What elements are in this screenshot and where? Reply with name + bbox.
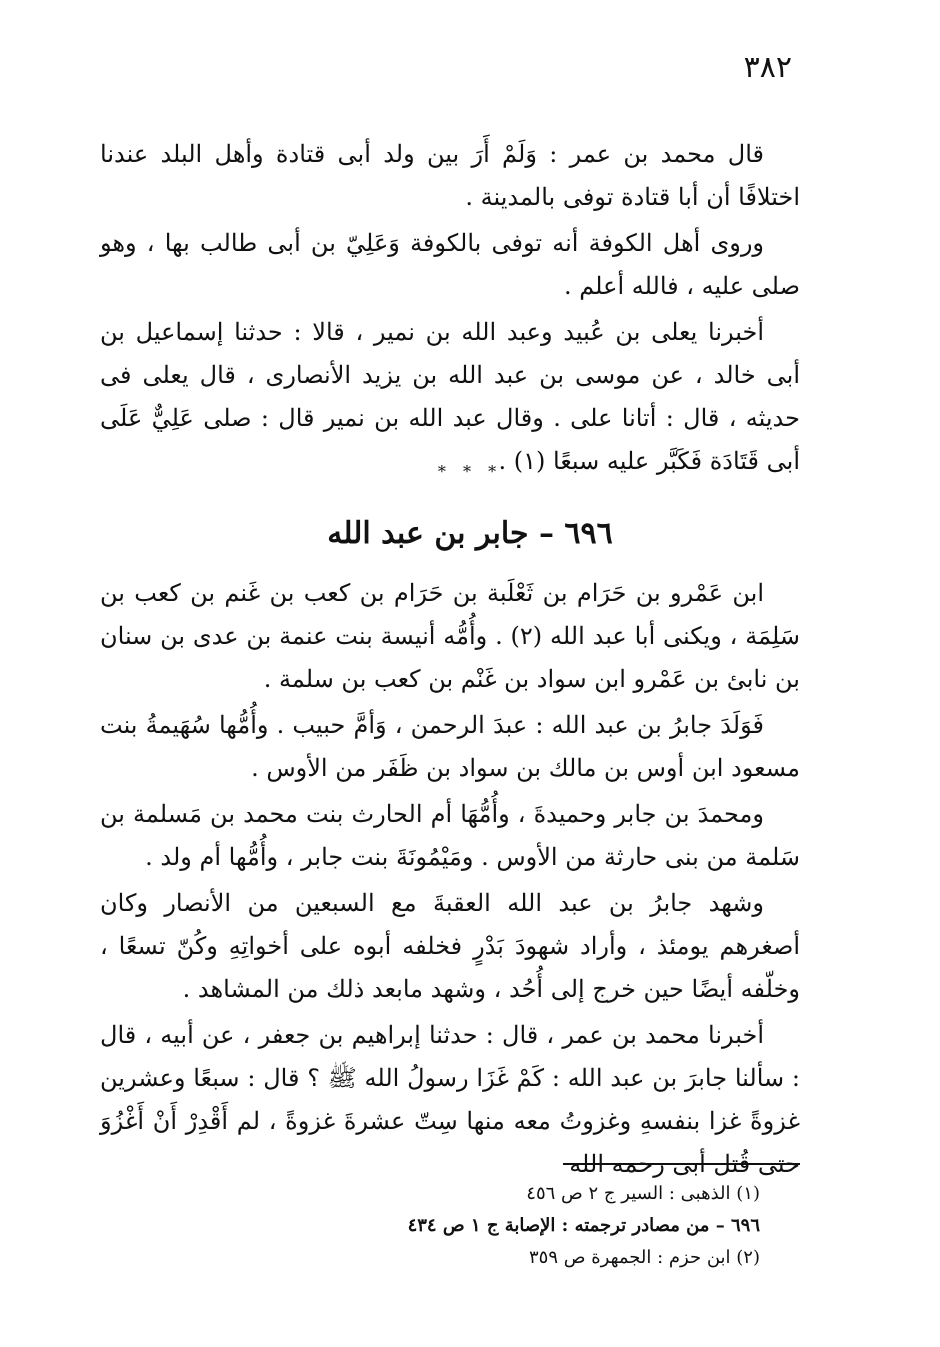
section-heading: ٦٩٦ – جابر بن عبد الله: [327, 516, 613, 551]
text-block-top: [100, 133, 800, 486]
paragraph: أخبرنا محمد بن عمر ، قال : حدثنا إبراهيم بن جعفر ، عن أبيه ، قال : سألنا جابرَ بن عبد الله : كَمْ غَزَا رسولُ الله ﷺ ؟ قال : سبعًا وعشرين غزوةً غزا بنفسهِ وغزوتُ معه منها سِتّ عشرةَ غزوةً ، لم أَقْدِرْ أَنْ أَغْزُوَ حتى قُتل أبى رحمه الله: [100, 1021, 800, 1178]
footnote: (٢) ابن حزم : الجمهرة ص ٣٥٩: [529, 1247, 760, 1268]
page-number: ٣٨٢: [743, 50, 792, 85]
paragraph: ومحمدَ بن جابر وحميدةَ ، وأُمُّهَا أم الحارث بنت محمد بن مَسلمة بن سَلمة من بنى حارثة من الأوس . ومَيْمُونَةَ بنت جابر ، وأُمُّها أم ولد .: [100, 800, 800, 871]
text-block-main: [100, 572, 800, 1189]
paragraph: قال محمد بن عمر : وَلَمْ أَرَ بين ولد أبى قتادة وأهل البلد عندنا اختلافًا أن أبا قتادة توفى بالمدينة .: [100, 140, 800, 211]
footnotes: [200, 1178, 760, 1274]
paragraph: فَوَلَدَ جابرُ بن عبد الله : عبدَ الرحمن ، وَأمَّ حبيب . وأُمُّها سُهَيمةُ بنت مسعود ابن أوس بن مالك بن سواد بن ظَفَر من الأوس .: [100, 711, 800, 782]
paragraph: وروى أهل الكوفة أنه توفى بالكوفة وَعَلِيّ بن أبى طالب بها ، وهو صلى عليه ، فالله أعلم .: [100, 229, 800, 300]
footnote: (١) الذهبى : السير ج ٢ ص ٤٥٦: [526, 1183, 760, 1204]
footnote-sources: ٦٩٦ – من مصادر ترجمته : الإصابة ج ١ ص ٤٣٤: [407, 1215, 760, 1236]
paragraph: وشهد جابرُ بن عبد الله العقبةَ مع السبعين من الأنصار وكان أصغرهم يومئذ ، وأراد شهودَ بَدْرٍ فخلفه أبوه على أخواتِهِ وكُنّ تسعًا ، وخلّفه أيضًا حين خرج إلى أُحُد ، وشهد مابعد ذلك من المشاهد .: [100, 889, 800, 1003]
section-separator: * * *: [437, 462, 503, 481]
paragraph: ابن عَمْرو بن حَرَام بن ثَعْلَبة بن حَرَام بن كعب بن غَنم بن كعب بن سَلِمَة ، ويكنى أبا عبد الله (٢) . وأُمُّه أنيسة بنت عنمة بن عدى بن سنان بن نابئ بن عَمْرو ابن سواد بن غَنْم بن كعب بن سلمة .: [100, 579, 801, 693]
paragraph: أخبرنا يعلى بن عُبيد وعبد الله بن نمير ، قالا : حدثنا إسماعيل بن أبى خالد ، عن موسى بن عبد الله بن يزيد الأنصارى ، قال يعلى فى حديثه ، قال : أتانا على . وقال عبد الله بن نمير قال : صلى عَلِيٌّ عَلَى أبى قَتَادَة فَكَبَّر عليه سبعًا (١) .: [100, 318, 800, 475]
footnote-divider: [563, 1163, 800, 1165]
